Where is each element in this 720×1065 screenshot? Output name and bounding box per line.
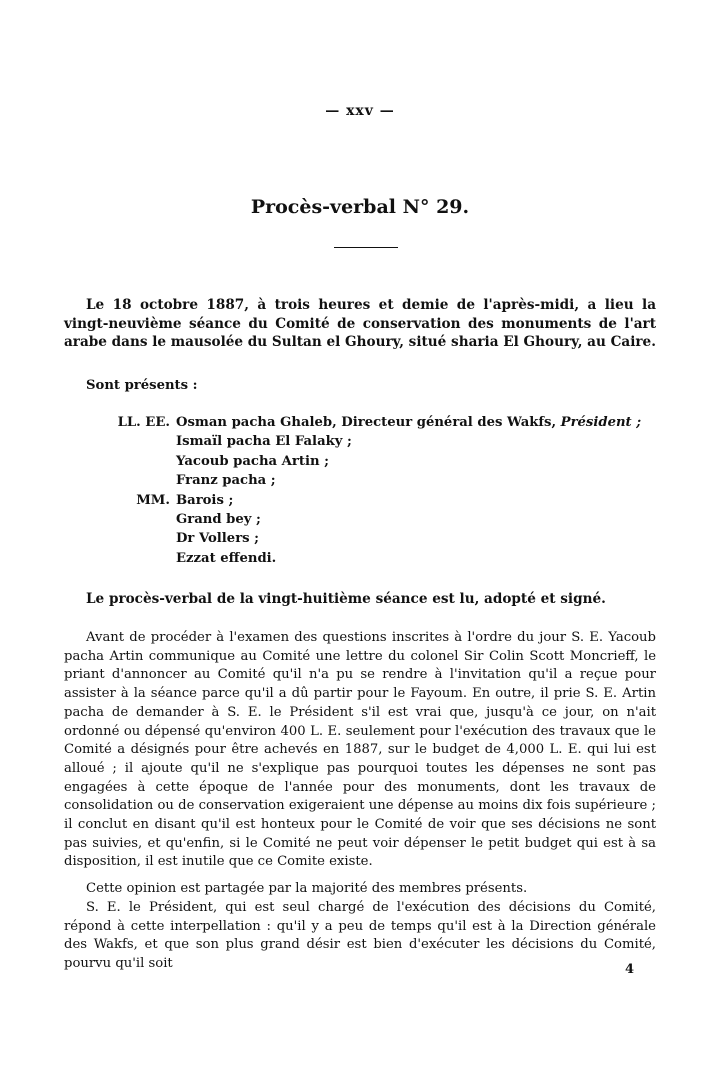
opening-paragraph: Le 18 octobre 1887, à trois heures et demie de l'après-midi, a lieu la vingt-neuvième séance du Comité de conservation des monuments de l'art arabe dans le mausolée du Sultan el Ghoury, situé sharia El Ghoury, au Caire. bbox=[64, 297, 656, 351]
minutes-approved-text: Le procès-verbal de la vingt-huitième séance est lu, adopté et signé. bbox=[86, 591, 606, 607]
signature-mark: 4 bbox=[624, 962, 634, 977]
attendee-row bbox=[112, 452, 641, 471]
main-paragraph: Avant de procéder à l'examen des questions inscrites à l'ordre du jour S. E. Yacoub pacha Artin communique au Comité une lettre du colonel Sir Colin Scott Moncrieff, le priant d'annoncer au Comité qu'il n'a pu se rendre à l'invitation qu'il a reçue pour assister à la séance parce qu'il a dû partir pour le Fayoum. En outre, il prie S. E. Artin pacha de demander à S. E. le Président s'il est vrai que, jusqu'à ce jour, on n'ait ordonné ou dépensé qu'environ 400 L. E. seulement pour l'exécution des travaux que le Comité a désignés pour être achevés en 1887, sur le budget de 4,000 L. E. qui lui est alloué ; il ajoute qu'il ne s'explique pas pourquoi toutes les dépenses ne sont pas engagées à cette époque de l'année pour des monuments, dont les travaux de consolidation ou de conservation exigeraient une dépense au moins dix fois supérieure ; il conclut en disant qu'il est honteux pour le Comité de voir que ses décisions ne sont pas suivies, et qu'enfin, si le Comité ne peut voir dépenser le petit budget qui est à sa disposition, il est inutile que ce Comite existe. bbox=[64, 630, 656, 870]
attendee-name: Grand bey ; bbox=[176, 512, 261, 528]
group-label bbox=[112, 529, 176, 548]
attendee-name: Dr Vollers ; bbox=[176, 531, 260, 547]
attendee-list bbox=[112, 413, 641, 568]
attendee-row bbox=[112, 471, 641, 490]
response-paragraph: S. E. le Président, qui est seul chargé de l'exécution des décisions du Comité, répond à cette interpellation : qu'il y a peu de temps qu'il est à la Direction générale des Wakfs, et que son plus grand désir est bien d'exécuter les décisions du Comité, pourvu qu'il soit bbox=[64, 900, 656, 972]
group-label bbox=[112, 549, 176, 568]
group-label: MM. bbox=[136, 492, 170, 508]
attendee-role: Président ; bbox=[560, 415, 642, 430]
attendee-name: Osman pacha Ghaleb, Directeur général des Wakfs, bbox=[176, 415, 557, 430]
document-title: Procès-verbal N° 29. bbox=[250, 196, 470, 218]
attendee-row bbox=[112, 549, 641, 568]
attendee-row bbox=[112, 491, 641, 510]
attendee-row bbox=[112, 432, 641, 451]
attendee-name: Barois ; bbox=[176, 492, 234, 508]
attendee-name: Ismaïl pacha El Falaky ; bbox=[176, 434, 352, 450]
attendee-row bbox=[112, 413, 641, 432]
group-label bbox=[112, 510, 176, 529]
group-label bbox=[112, 471, 176, 490]
majority-paragraph: Cette opinion est partagée par la majorité des membres présents. bbox=[86, 881, 528, 896]
attendee-row bbox=[112, 529, 641, 548]
title-divider bbox=[334, 247, 398, 248]
attendee-name: Yacoub pacha Artin ; bbox=[176, 453, 330, 469]
attendee-name: Franz pacha ; bbox=[176, 473, 276, 489]
group-label: LL. EE. bbox=[117, 415, 170, 430]
present-heading: Sont présents : bbox=[86, 378, 198, 393]
attendee-row bbox=[112, 510, 641, 529]
group-label bbox=[112, 432, 176, 451]
attendee-name: Ezzat effendi. bbox=[176, 550, 277, 566]
page-number: — xxv — bbox=[325, 103, 395, 119]
group-label bbox=[112, 452, 176, 471]
